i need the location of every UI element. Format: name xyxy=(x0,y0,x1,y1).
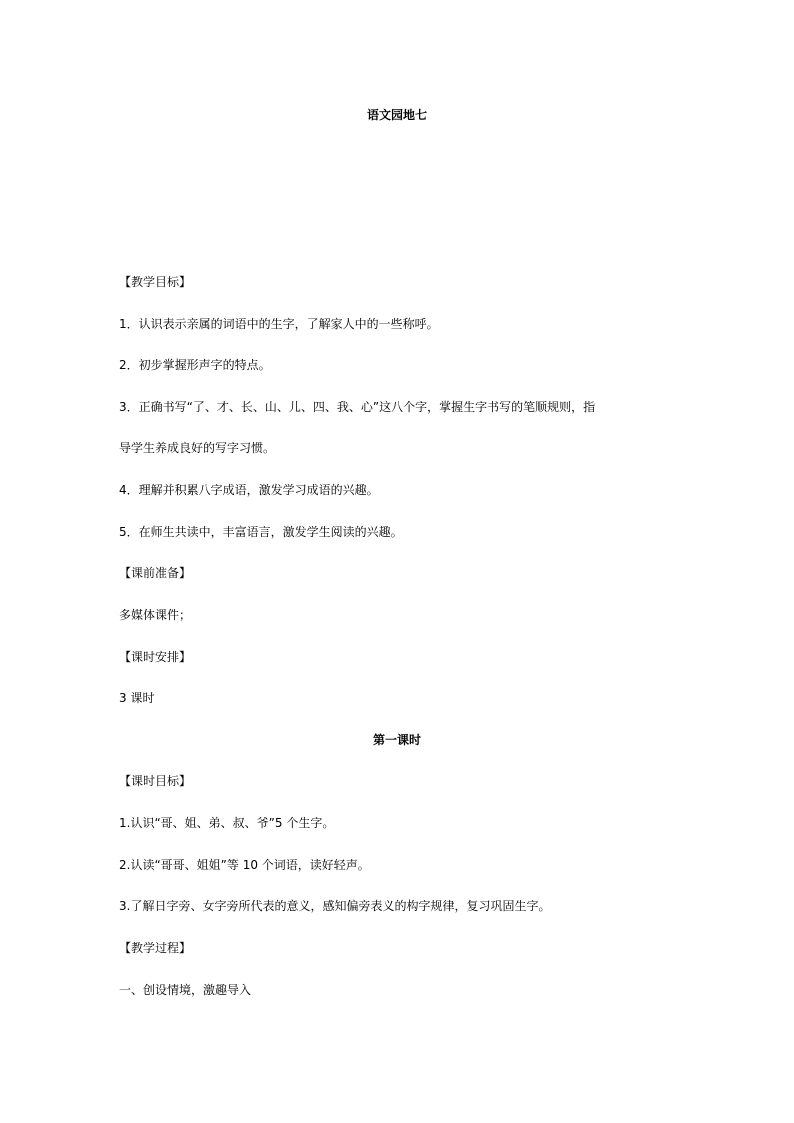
goal-item-5: 5．在师生共读中，丰富语言，激发学生阅读的兴趣。 xyxy=(119,525,403,539)
goal-item-3: 3．正确书写“了、才、长、山、儿、四、我、心”这八个字，掌握生字书写的笔顺规则，指 xyxy=(119,400,596,414)
goal-item-4: 4．理解并积累八字成语，激发学习成语的兴趣。 xyxy=(119,483,379,497)
lesson-goal-1: 1.认识“哥、姐、弟、叔、爷”5 个生字。 xyxy=(119,816,335,830)
lesson-heading-first: 第一课时 xyxy=(372,733,421,747)
goal-item-1: 1．认识表示亲属的词语中的生字，了解家人中的一些称呼。 xyxy=(119,317,439,331)
section-heading-process: 【教学过程】 xyxy=(119,941,192,955)
goal-item-2: 2．初步掌握形声字的特点。 xyxy=(119,358,271,372)
section-heading-teaching-goals: 【教学目标】 xyxy=(119,275,192,289)
section-heading-preparation: 【课前准备】 xyxy=(119,566,192,580)
process-step-1: 一、创设情境，激趣导入 xyxy=(119,983,252,997)
document-title: 语文园地七 xyxy=(366,108,427,122)
section-heading-schedule: 【课时安排】 xyxy=(119,650,192,664)
goal-item-3-continued: 导学生养成良好的写字习惯。 xyxy=(119,441,276,455)
preparation-text: 多媒体课件； xyxy=(119,608,192,622)
lesson-goal-2: 2.认读“哥哥、姐姐”等 10 个词语，读好轻声。 xyxy=(119,858,370,872)
lesson-goal-3: 3.了解日字旁、女字旁所代表的意义，感知偏旁表义的构字规律，复习巩固生字。 xyxy=(119,899,551,913)
section-heading-lesson-goals: 【课时目标】 xyxy=(119,774,192,788)
schedule-text: 3 课时 xyxy=(119,691,155,705)
